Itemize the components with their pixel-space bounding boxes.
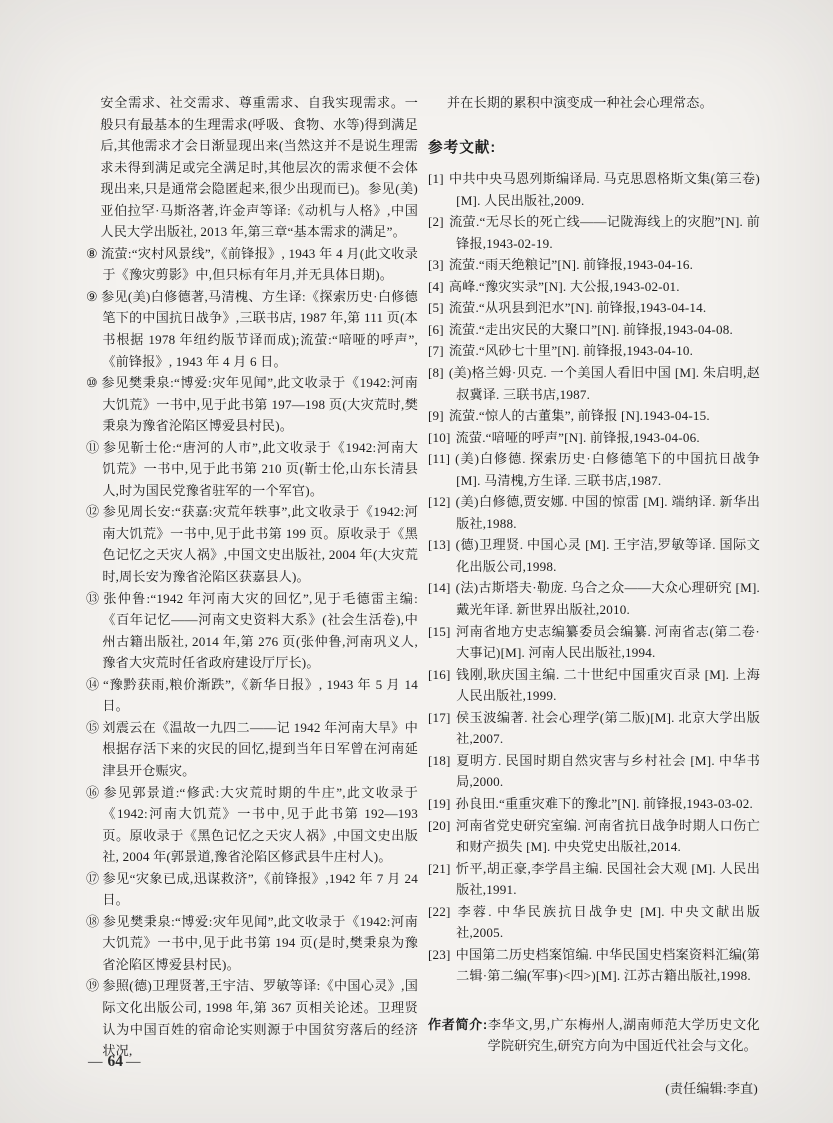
reference-22 bbox=[428, 901, 760, 944]
footnote-13 bbox=[86, 588, 418, 674]
reference-7 bbox=[428, 340, 760, 362]
footnote-text: 刘震云在《温故一九四二——记 1942 年河南大旱》中根据存活下来的灾民的回忆,提到当年日军曾在河南延津县开仓赈灾。 bbox=[102, 719, 418, 778]
reference-text: (法)古斯塔夫·勒庞. 乌合之众——大众心理研究 [M]. 戴光年译. 新世界出版社,2010. bbox=[455, 580, 760, 618]
reference-9 bbox=[428, 405, 760, 427]
reference-number: [21] bbox=[428, 860, 451, 876]
reference-21 bbox=[428, 858, 760, 901]
reference-number: [8] bbox=[428, 365, 444, 381]
references-heading: 参考文献: bbox=[428, 139, 497, 156]
footnote-text: 参见周长安:“获嘉:灾荒年轶事”,此文收录于《1942:河南大饥荒》一书中,见于此书第 199 页。原收录于《黑色记忆之天灾人祸》,中国文史出版社, 2004 年(大灾荒时,周长安为豫省沦陷区获嘉县人)。 bbox=[102, 504, 419, 585]
reference-number: [16] bbox=[428, 666, 451, 682]
footnote-8 bbox=[86, 243, 418, 286]
reference-number: [14] bbox=[428, 580, 451, 596]
reference-number: [15] bbox=[428, 623, 451, 639]
footnote-marker: ⑧ bbox=[86, 245, 99, 261]
footnote-marker: ⑫ bbox=[86, 504, 100, 520]
reference-1 bbox=[428, 168, 760, 211]
page-number-right-dash: — bbox=[126, 1054, 143, 1070]
reference-text: 忻平,胡正豪,李学昌主编. 民国社会大观 [M]. 人民出版社,1991. bbox=[455, 860, 760, 898]
reference-text: 孙良田.“重重灾难下的豫北”[N]. 前锋报,1943-03-02. bbox=[455, 795, 753, 811]
footnote-text: 参见樊秉泉:“博爱:灾年见闻”,此文收录于《1942:河南大饥荒》一书中,见于此书第 194 页(是时,樊秉泉为豫省沦陷区博爱县村民)。 bbox=[102, 913, 419, 972]
reference-text: 侯玉波编著. 社会心理学(第二版)[M]. 北京大学出版社,2007. bbox=[455, 709, 760, 747]
footnote-16 bbox=[86, 782, 418, 868]
reference-4 bbox=[428, 276, 760, 298]
footnote-text: 参见“灾象已成,迅谋救济”,《前锋报》,1942 年 7 月 24 日。 bbox=[102, 870, 419, 908]
reference-8 bbox=[428, 362, 760, 405]
reference-text: 河南省地方史志编纂委员会编纂. 河南省志(第二卷·大事记)[M]. 河南人民出版社,1994. bbox=[455, 623, 760, 661]
reference-text: 流萤.“喑哑的呼声”[N]. 前锋报,1943-04-06. bbox=[455, 429, 700, 445]
reference-3 bbox=[428, 254, 760, 276]
reference-11 bbox=[428, 448, 760, 491]
page-number-left-dash: — bbox=[88, 1054, 105, 1070]
footnote-text: 流萤:“灾村风景线”,《前锋报》, 1943 年 4 月(此文收录于《豫灾剪影》中,但只标有年月,并无具体日期)。 bbox=[101, 245, 418, 283]
footnote-12 bbox=[86, 501, 418, 587]
reference-number: [22] bbox=[428, 903, 451, 919]
reference-text: (美)格兰姆·贝克. 一个美国人看旧中国 [M]. 朱启明,赵叔冀译. 三联书店,1987. bbox=[448, 365, 760, 402]
footnote-marker: ⑩ bbox=[86, 375, 99, 391]
reference-17 bbox=[428, 707, 760, 750]
reference-number: [20] bbox=[428, 817, 451, 833]
footnote-text: 参见郭景道:“修武:大灾荒时期的牛庄”,此文收录于《1942:河南大饥荒》一书中,见于此书第 192—193 页。原收录于《黑色记忆之天灾人祸》,中国文史出版社, 2004 年(郭景道,豫省沦陷区修武县牛庄村人)。 bbox=[102, 784, 418, 865]
reference-number: [18] bbox=[428, 752, 451, 768]
reference-number: [19] bbox=[428, 795, 451, 811]
reference-text: 高峰.“豫灾实录”[N]. 大公报,1943-02-01. bbox=[448, 278, 680, 294]
reference-16 bbox=[428, 664, 760, 707]
reference-text: 流萤.“风砂七十里”[N]. 前锋报,1943-04-10. bbox=[448, 343, 694, 359]
footnote-17 bbox=[86, 868, 418, 911]
reference-13 bbox=[428, 534, 760, 577]
footnote-text: 参见靳士伦:“唐河的人市”,此文收录于《1942:河南大饥荒》一书中,见于此书第 210 页(靳士伦,山东长清县人,时为国民党豫省驻军的一个军官)。 bbox=[102, 439, 418, 498]
reference-text: 流萤.“从巩县到汜水”[N]. 前锋报,1943-04-14. bbox=[448, 300, 707, 316]
author-bio-label: 作者简介: bbox=[428, 1016, 488, 1032]
footnote-marker: ⑪ bbox=[86, 439, 100, 455]
reference-text: 河南省党史研究室编. 河南省抗日战争时期人口伤亡和财产损失 [M]. 中央党史出版社,2014. bbox=[455, 817, 760, 855]
reference-19 bbox=[428, 793, 760, 815]
reference-number: [4] bbox=[428, 278, 444, 294]
reference-15 bbox=[428, 621, 760, 664]
footnote-marker: ⑭ bbox=[86, 676, 100, 692]
reference-text: 中国第二历史档案馆编. 中华民国史档案资料汇编(第二辑·第二编(军事)<四>)[M]. 江苏古籍出版社,1998. bbox=[455, 946, 760, 984]
footnote-marker: ⑬ bbox=[86, 590, 101, 606]
reference-20 bbox=[428, 815, 760, 858]
reference-6 bbox=[428, 319, 760, 341]
reference-text: 流萤.“惊人的古董集”, 前锋报 [N].1943-04-15. bbox=[448, 408, 710, 424]
reference-2 bbox=[428, 211, 760, 254]
reference-10 bbox=[428, 427, 760, 449]
reference-text: 钱刚,耿庆国主编. 二十世纪中国重灾百录 [M]. 上海人民出版社,1999. bbox=[455, 666, 760, 704]
footnote-text: 参照(德)卫理贤著,王宇洁、罗敏等译:《中国心灵》,国际文化出版公司, 1998 年,第 367 页相关论述。卫理贤认为中国百姓的宿命论实则源于中国贫穷落后的经济状况, bbox=[102, 978, 418, 1059]
reference-text: 流萤.“无尽长的死亡线——记陇海线上的灾胞”[N]. 前锋报,1943-02-19. bbox=[448, 214, 760, 251]
reference-14 bbox=[428, 577, 760, 620]
footnote-marker: ⑱ bbox=[86, 913, 100, 929]
footnote-text: 参见樊秉泉:“博爱:灾年见闻”,此文收录于《1942:河南大饥荒》一书中,见于此书第 197—198 页(大灾荒时,樊秉泉为豫省沦陷区博爱县村民)。 bbox=[101, 375, 418, 434]
reference-number: [10] bbox=[428, 429, 451, 445]
footnote-19 bbox=[86, 975, 418, 1061]
reference-text: (美)白修德. 探索历史·白修德笔下的中国抗日战争 [M]. 马清槐,方生译. 三联书店,1987. bbox=[455, 451, 760, 488]
footnote-marker: ⑰ bbox=[86, 870, 100, 886]
footnote-text: 参见(美)白修德著,马清槐、方生译:《探索历史·白修德笔下的中国抗日战争》,三联书店, 1987 年,第 111 页(本书根据 1978 年纽约版节译而成);流萤:“喑哑的呼声”,《前锋报》, 1943 年 4 月 6 日。 bbox=[101, 288, 418, 369]
reference-number: [6] bbox=[428, 321, 444, 337]
right-column bbox=[428, 92, 760, 1100]
footnote-marker: ⑯ bbox=[86, 784, 101, 800]
author-bio bbox=[428, 1014, 760, 1057]
reference-text: 流萤.“走出灾民的大聚口”[N]. 前锋报,1943-04-08. bbox=[448, 321, 733, 337]
footnote-10 bbox=[86, 372, 418, 437]
reference-text: 李蓉. 中华民族抗日战争史 [M]. 中央文献出版社,2005. bbox=[455, 903, 760, 941]
left-column bbox=[86, 92, 418, 1062]
reference-number: [7] bbox=[428, 343, 444, 359]
footnote-marker: ⑲ bbox=[86, 978, 100, 994]
footnote-9 bbox=[86, 286, 418, 372]
footnote-continuation-paragraph: 安全需求、社交需求、尊重需求、自我实现需求。一般只有最基本的生理需求(呼吸、食物、水等)得到满足后,其他需求才会日渐显现出来(当然这并不是说生理需求未得到满足或完全满足时,其他层次的需求便不会体现出来,只是通常会隐匿起来,很少出现而已)。参见(美)亚伯拉罕·马斯洛著,许金声等译:《动机与人格》,中国人民大学出版社, 2013 年,第三章“基本需求的满足”。 bbox=[100, 95, 418, 240]
reference-number: [11] bbox=[428, 451, 451, 467]
footnote-text: 张仲鲁:“1942 年河南大灾的回忆”,见于毛德雷主编:《百年记忆——河南文史资料大系》(社会生活卷),中州古籍出版社, 2014 年,第 276 页(张仲鲁,河南巩义人,豫省大灾荒时任省政府建设厅厅长)。 bbox=[102, 590, 419, 671]
reference-text: 中共中央马恩列斯编译局. 马克思恩格斯文集(第三卷)[M]. 人民出版社,2009. bbox=[448, 171, 760, 208]
footnote-15 bbox=[86, 717, 418, 782]
reference-text: 流萤.“雨天绝粮记”[N]. 前锋报,1943-04-16. bbox=[448, 257, 694, 273]
page-number-value: 64 bbox=[107, 1053, 123, 1070]
reference-number: [9] bbox=[428, 408, 444, 424]
footnote-14 bbox=[86, 674, 418, 717]
reference-23 bbox=[428, 944, 760, 987]
footnote-marker: ⑨ bbox=[86, 288, 99, 304]
reference-number: [17] bbox=[428, 709, 451, 725]
reference-number: [5] bbox=[428, 300, 444, 316]
editor-credit: (责任编辑:李直) bbox=[665, 1080, 758, 1096]
reference-18 bbox=[428, 750, 760, 793]
footnote-18 bbox=[86, 911, 418, 976]
reference-text: 夏明方. 民国时期自然灾害与乡村社会 [M]. 中华书局,2000. bbox=[455, 752, 760, 790]
reference-12 bbox=[428, 491, 760, 534]
reference-text: (美)白修德,贾安娜. 中国的惊雷 [M]. 端纳译. 新华出版社,1988. bbox=[455, 494, 760, 531]
reference-number: [13] bbox=[428, 537, 451, 553]
reference-number: [23] bbox=[428, 946, 451, 962]
author-bio-text: 李华文,男,广东梅州人,湖南师范大学历史文化学院研究生,研究方向为中国近代社会与文化。 bbox=[487, 1016, 760, 1054]
reference-number: [12] bbox=[428, 494, 451, 510]
footnote-marker: ⑮ bbox=[86, 719, 100, 735]
page-number bbox=[88, 1053, 143, 1071]
reference-number: [2] bbox=[428, 214, 444, 230]
reference-text: (德)卫理贤. 中国心灵 [M]. 王宇洁,罗敏等译. 国际文化出版公司,1998. bbox=[455, 537, 760, 574]
footnote-11 bbox=[86, 437, 418, 502]
reference-number: [3] bbox=[428, 257, 444, 273]
footnote-continuation-text: 并在长期的累积中演变成一种社会心理常态。 bbox=[446, 95, 713, 110]
reference-5 bbox=[428, 297, 760, 319]
footnote-text: “豫黔获雨,粮价渐跌”,《新华日报》, 1943 年 5 月 14 日。 bbox=[102, 676, 418, 714]
reference-number: [1] bbox=[428, 171, 444, 187]
